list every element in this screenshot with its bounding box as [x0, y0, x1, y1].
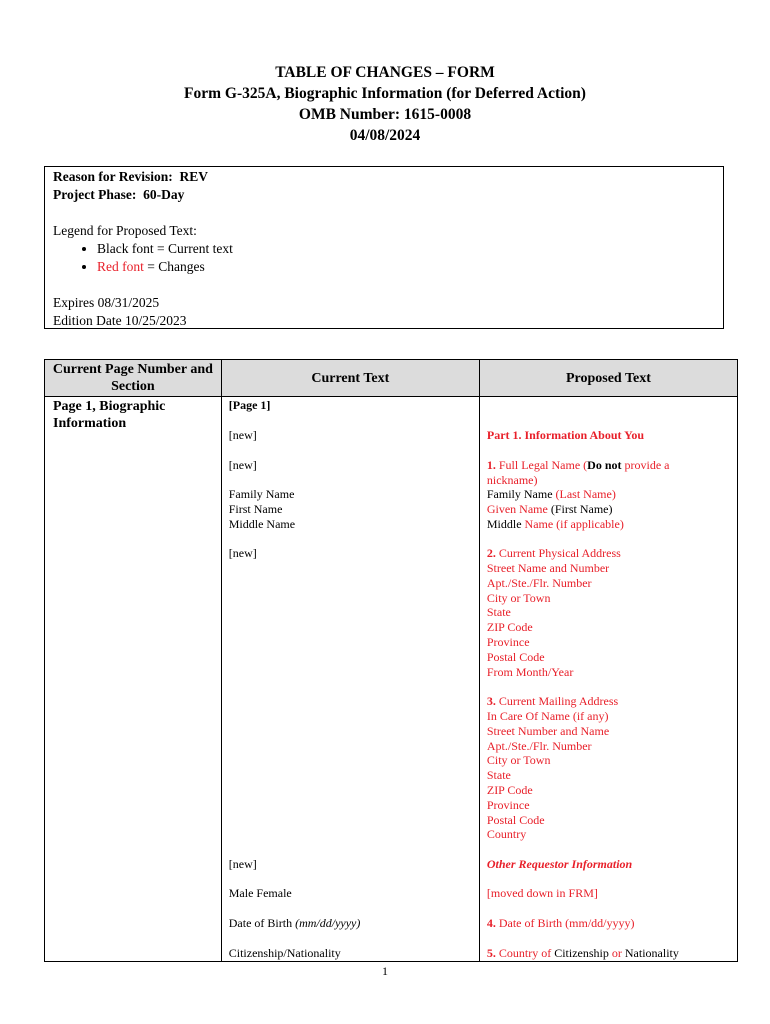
q5-number: 5. — [486, 946, 496, 960]
given-a: Given Name — [486, 502, 551, 516]
current-new-2: [new] — [228, 458, 257, 472]
section-cell — [45, 397, 222, 962]
reason-line — [53, 168, 715, 186]
physical-address-field: Apt./Ste./Flr. Number — [486, 575, 592, 590]
mailing-address-field: Province — [486, 797, 530, 812]
mailing-address-field: Postal Code — [486, 812, 545, 827]
mailing-address-field: Country — [486, 827, 527, 842]
title-line-1: TABLE OF CHANGES – FORM — [275, 64, 495, 81]
current-middle-name: Middle Name — [228, 517, 296, 531]
q3-number: 3. — [486, 694, 496, 708]
mailing-address-field: Apt./Ste./Flr. Number — [486, 738, 592, 753]
legend-list — [53, 240, 715, 276]
current-family-name: Family Name — [228, 487, 295, 501]
q3-text: Current Mailing Address — [495, 694, 619, 708]
family-a: Family Name — [486, 487, 556, 501]
physical-address-field: ZIP Code — [486, 620, 533, 635]
q2-number: 2. — [486, 546, 496, 560]
q4-text: Date of Birth (mm/dd/yyyy) — [495, 916, 635, 930]
physical-address-field: Postal Code — [486, 649, 545, 664]
proposed-text-cell — [479, 397, 737, 962]
title-line-2: Form G-325A, Biographic Information (for Deferred Action) — [184, 85, 586, 102]
family-b: (Last Name) — [555, 487, 616, 501]
q2-text: Current Physical Address — [495, 546, 621, 560]
current-dob — [229, 916, 475, 931]
legend-item-red — [97, 258, 715, 276]
proposed-given-name — [487, 502, 733, 517]
q1-text-b: Do not — [587, 458, 622, 472]
proposed-q5 — [487, 946, 733, 961]
physical-address-field: City or Town — [486, 590, 551, 605]
reason-value: REV — [179, 169, 209, 184]
physical-address-field: Province — [486, 635, 530, 649]
mailing-address-field: Street Number and Name — [486, 723, 610, 738]
proposed-moved-note: [moved down in FRM] — [486, 886, 598, 900]
legend-item-black: • Black font = Current text — [97, 240, 715, 258]
proposed-other-info: Other Requestor Information — [486, 857, 633, 871]
current-sex: Male Female — [228, 886, 292, 900]
expires-date: Expires 08/31/2025 — [53, 295, 160, 310]
header-current-text: Current Text — [221, 360, 479, 397]
current-new-4: [new] — [228, 857, 257, 871]
mailing-address-field: In Care Of Name (if any) — [486, 709, 609, 723]
proposed-q2 — [487, 546, 733, 561]
current-dob-label: Date of Birth — [228, 916, 296, 930]
given-b: (First Name) — [550, 502, 613, 516]
q5-text-c: or — [608, 946, 625, 960]
legend-title: Legend for Proposed Text: — [53, 223, 197, 238]
q1-text-c: provide a — [621, 458, 670, 472]
q5-text-a: Country of — [495, 946, 555, 960]
mailing-address-field: City or Town — [486, 753, 551, 768]
page-number: 1 — [382, 964, 388, 978]
mailing-address-field: State — [486, 768, 511, 783]
proposed-q4 — [487, 916, 733, 931]
current-new-3: [new] — [228, 546, 257, 560]
current-first-name: First Name — [228, 502, 283, 516]
mailing-address-field: ZIP Code — [486, 783, 533, 797]
current-text-cell — [221, 397, 479, 962]
middle-a: Middle — [486, 517, 525, 531]
current-page-label: [Page 1] — [228, 398, 271, 412]
legend-red-word: Red font — [97, 259, 144, 274]
revision-info-box — [44, 166, 724, 329]
q4-number: 4. — [486, 916, 496, 930]
proposed-family-name — [487, 487, 733, 502]
proposed-part1-heading: Part 1. Information About You — [486, 428, 645, 442]
current-new-1: [new] — [228, 428, 257, 442]
reason-label: Reason for Revision: — [53, 169, 173, 184]
title-line-4: 04/08/2024 — [349, 127, 421, 144]
physical-address-field: From Month/Year — [486, 664, 574, 679]
proposed-q3 — [487, 694, 733, 709]
section-label: Page 1, Biographic Information — [53, 399, 166, 431]
current-citizenship: Citizenship/Nationality — [228, 946, 341, 960]
legend-red-rest: = Changes — [143, 259, 205, 274]
proposed-q1-cont: nickname) — [486, 473, 538, 487]
physical-address-field: State — [486, 605, 511, 620]
changes-table — [44, 359, 738, 962]
physical-address-field: Street Name and Number — [486, 561, 610, 575]
edition-date: Edition Date 10/25/2023 — [53, 313, 187, 328]
phase-line — [53, 186, 715, 204]
document-title-block — [0, 62, 770, 146]
proposed-middle-name — [487, 517, 733, 532]
table-row — [45, 397, 738, 962]
middle-b: Name (if applicable) — [524, 517, 624, 531]
title-line-3: OMB Number: 1615-0008 — [298, 106, 472, 123]
phase-label: Project Phase: — [53, 187, 137, 202]
header-proposed-text: Proposed Text — [479, 360, 737, 397]
current-dob-format: (mm/dd/yyyy) — [295, 916, 361, 930]
q1-text-a: Full Legal Name ( — [495, 458, 588, 472]
header-page-section: Current Page Number and Section — [45, 360, 222, 397]
proposed-q1 — [487, 458, 733, 473]
phase-value: 60-Day — [143, 187, 185, 202]
q1-number: 1. — [486, 458, 496, 472]
q5-text-b: Citizenship — [554, 946, 609, 960]
q5-text-d: Nationality — [624, 946, 679, 960]
